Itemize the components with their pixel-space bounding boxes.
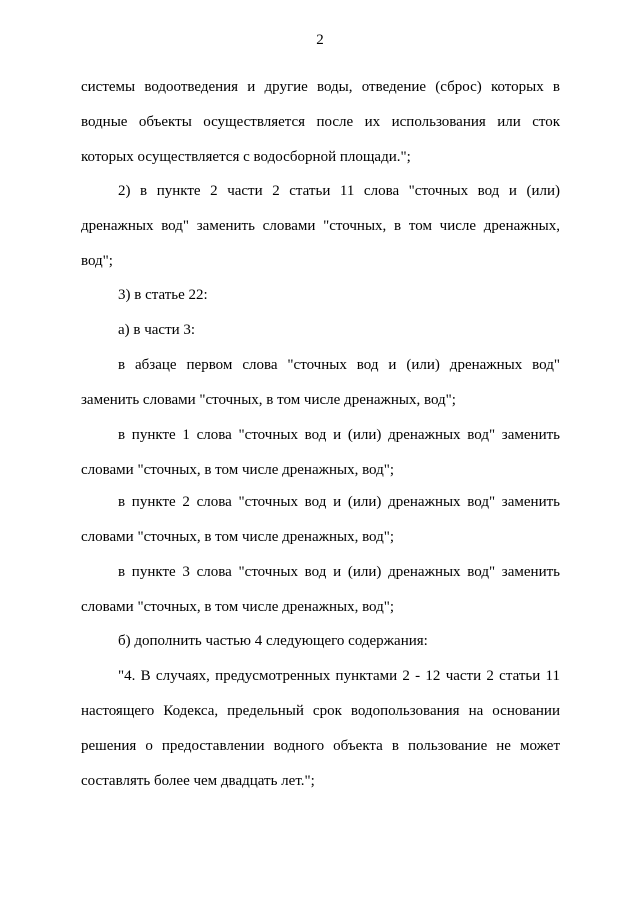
text-line: настоящего Кодекса, предельный срок водопользования на основании [81,703,560,719]
paragraph-subitem-b [81,624,560,659]
paragraph-point-2 [81,485,560,555]
text-line: 2) в пункте 2 части 2 статьи 11 слова "сточных вод и (или) [118,183,560,199]
paragraph-quoted-part-4 [81,659,560,799]
paragraph-point-1 [81,418,560,488]
text-line: словами "сточных, в том числе дренажных, вод"; [81,462,395,478]
text-line: решения о предоставлении водного объекта в пользование не может [81,738,560,754]
paragraph-point-3 [81,555,560,625]
text-line: водные объекты осуществляется после их использования или сток [81,114,560,130]
paragraph-item-3 [81,278,560,313]
text-line: которых осуществляется с водосборной площади."; [81,149,411,165]
paragraph-first-abzats [81,348,560,418]
paragraph-continuation [81,70,560,175]
text-line: дренажных вод" заменить словами "сточных, в том числе дренажных, [81,218,560,234]
text-line: а) в части 3: [118,322,196,338]
text-line: в абзаце первом слова "сточных вод и (или) дренажных вод" [118,357,560,373]
text-line: словами "сточных, в том числе дренажных, вод"; [81,599,395,615]
page-number: 2 [316,32,324,48]
text-line: системы водоотведения и другие воды, отведение (сброс) которых в [81,79,560,95]
text-line: "4. В случаях, предусмотренных пунктами 2 - 12 части 2 статьи 11 [118,668,560,684]
text-line: заменить словами "сточных, в том числе дренажных, вод"; [81,392,456,408]
text-line: словами "сточных, в том числе дренажных, вод"; [81,529,395,545]
text-line: в пункте 3 слова "сточных вод и (или) дренажных вод" заменить [118,564,560,580]
text-line: 3) в статье 22: [118,287,208,303]
paragraph-subitem-a [81,313,560,348]
text-line: составлять более чем двадцать лет."; [81,773,315,789]
text-line: в пункте 2 слова "сточных вод и (или) дренажных вод" заменить [118,494,560,510]
text-line: б) дополнить частью 4 следующего содержания: [118,633,428,649]
text-line: вод"; [81,253,113,269]
text-line: в пункте 1 слова "сточных вод и (или) дренажных вод" заменить [118,427,560,443]
paragraph-item-2 [81,174,560,279]
